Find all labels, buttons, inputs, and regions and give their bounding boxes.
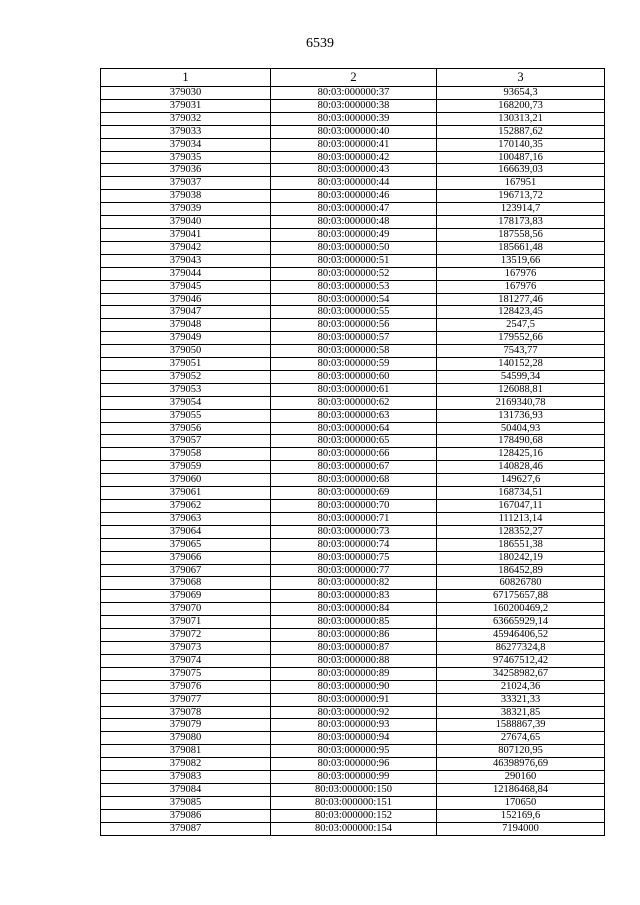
- table-body: [101, 87, 605, 836]
- cadastral-number-cell: 80:03:000000:92: [271, 706, 437, 719]
- value-cell: 167951: [437, 177, 605, 190]
- table-row: [101, 512, 605, 525]
- row-number-cell: 379075: [101, 667, 271, 680]
- table-row: [101, 809, 605, 822]
- value-cell: 186452,89: [437, 564, 605, 577]
- value-cell: 167976: [437, 267, 605, 280]
- cadastral-number-cell: 80:03:000000:152: [271, 809, 437, 822]
- cadastral-number-cell: 80:03:000000:150: [271, 783, 437, 796]
- cadastral-number-cell: 80:03:000000:37: [271, 87, 437, 100]
- value-cell: 7543,77: [437, 345, 605, 358]
- value-cell: 63665929,14: [437, 616, 605, 629]
- row-number-cell: 379069: [101, 590, 271, 603]
- cadastral-number-cell: 80:03:000000:47: [271, 203, 437, 216]
- cadastral-number-cell: 80:03:000000:44: [271, 177, 437, 190]
- row-number-cell: 379067: [101, 564, 271, 577]
- row-number-cell: 379068: [101, 577, 271, 590]
- table-row: [101, 112, 605, 125]
- cadastral-number-cell: 80:03:000000:46: [271, 190, 437, 203]
- table-row: [101, 448, 605, 461]
- value-cell: 170650: [437, 796, 605, 809]
- row-number-cell: 379064: [101, 525, 271, 538]
- value-cell: 123914,7: [437, 203, 605, 216]
- cadastral-number-cell: 80:03:000000:61: [271, 383, 437, 396]
- table-row: [101, 241, 605, 254]
- row-number-cell: 379081: [101, 745, 271, 758]
- cadastral-number-cell: 80:03:000000:41: [271, 138, 437, 151]
- cadastral-number-cell: 80:03:000000:51: [271, 254, 437, 267]
- table-row: [101, 667, 605, 680]
- table-row: [101, 745, 605, 758]
- row-number-cell: 379033: [101, 125, 271, 138]
- table-row: [101, 87, 605, 100]
- table-row: [101, 396, 605, 409]
- value-cell: 2169340,78: [437, 396, 605, 409]
- table-row: [101, 332, 605, 345]
- table-row: [101, 771, 605, 784]
- table-row: [101, 732, 605, 745]
- value-cell: 128352,27: [437, 525, 605, 538]
- value-cell: 185661,48: [437, 241, 605, 254]
- table-row: [101, 758, 605, 771]
- row-number-cell: 379084: [101, 783, 271, 796]
- cadastral-number-cell: 80:03:000000:59: [271, 358, 437, 371]
- value-cell: 140828,46: [437, 461, 605, 474]
- table-row: [101, 99, 605, 112]
- table-row: [101, 319, 605, 332]
- value-cell: 130313,21: [437, 112, 605, 125]
- cadastral-number-cell: 80:03:000000:83: [271, 590, 437, 603]
- cadastral-number-cell: 80:03:000000:58: [271, 345, 437, 358]
- row-number-cell: 379042: [101, 241, 271, 254]
- table-row: [101, 409, 605, 422]
- value-cell: 180242,19: [437, 551, 605, 564]
- value-cell: 50404,93: [437, 422, 605, 435]
- value-cell: 168734,51: [437, 487, 605, 500]
- table-row: [101, 383, 605, 396]
- cadastral-number-cell: 80:03:000000:56: [271, 319, 437, 332]
- cadastral-number-cell: 80:03:000000:154: [271, 822, 437, 835]
- column-header-3: 3: [437, 69, 605, 87]
- table-row: [101, 280, 605, 293]
- table-row: [101, 345, 605, 358]
- row-number-cell: 379076: [101, 680, 271, 693]
- cadastral-number-cell: 80:03:000000:57: [271, 332, 437, 345]
- cadastral-number-cell: 80:03:000000:99: [271, 771, 437, 784]
- cadastral-number-cell: 80:03:000000:53: [271, 280, 437, 293]
- table-row: [101, 228, 605, 241]
- row-number-cell: 379036: [101, 164, 271, 177]
- value-cell: 21024,36: [437, 680, 605, 693]
- cadastral-number-cell: 80:03:000000:70: [271, 500, 437, 513]
- table-row: [101, 564, 605, 577]
- table-row: [101, 164, 605, 177]
- row-number-cell: 379074: [101, 654, 271, 667]
- value-cell: 111213,14: [437, 512, 605, 525]
- value-cell: 27674,65: [437, 732, 605, 745]
- table-row: [101, 422, 605, 435]
- table-row: [101, 822, 605, 835]
- cadastral-number-cell: 80:03:000000:50: [271, 241, 437, 254]
- data-table: [100, 68, 605, 836]
- table-row: [101, 783, 605, 796]
- table-row: [101, 693, 605, 706]
- table-row: [101, 603, 605, 616]
- row-number-cell: 379034: [101, 138, 271, 151]
- table-row: [101, 125, 605, 138]
- value-cell: 67175657,88: [437, 590, 605, 603]
- value-cell: 149627,6: [437, 474, 605, 487]
- table-row: [101, 525, 605, 538]
- row-number-cell: 379087: [101, 822, 271, 835]
- table-row: [101, 267, 605, 280]
- cadastral-number-cell: 80:03:000000:74: [271, 538, 437, 551]
- row-number-cell: 379085: [101, 796, 271, 809]
- table-row: [101, 629, 605, 642]
- row-number-cell: 379073: [101, 641, 271, 654]
- table-row: [101, 216, 605, 229]
- table-row: [101, 358, 605, 371]
- row-number-cell: 379057: [101, 435, 271, 448]
- table-row: [101, 293, 605, 306]
- cadastral-number-cell: 80:03:000000:75: [271, 551, 437, 564]
- value-cell: 46398976,69: [437, 758, 605, 771]
- row-number-cell: 379077: [101, 693, 271, 706]
- value-cell: 152887,62: [437, 125, 605, 138]
- row-number-cell: 379040: [101, 216, 271, 229]
- cadastral-number-cell: 80:03:000000:73: [271, 525, 437, 538]
- table-row: [101, 306, 605, 319]
- table-row: [101, 706, 605, 719]
- row-number-cell: 379052: [101, 370, 271, 383]
- value-cell: 7194000: [437, 822, 605, 835]
- value-cell: 131736,93: [437, 409, 605, 422]
- row-number-cell: 379086: [101, 809, 271, 822]
- cadastral-number-cell: 80:03:000000:64: [271, 422, 437, 435]
- row-number-cell: 379038: [101, 190, 271, 203]
- row-number-cell: 379060: [101, 474, 271, 487]
- row-number-cell: 379050: [101, 345, 271, 358]
- cadastral-number-cell: 80:03:000000:55: [271, 306, 437, 319]
- value-cell: 166639,03: [437, 164, 605, 177]
- cadastral-number-cell: 80:03:000000:66: [271, 448, 437, 461]
- cadastral-number-cell: 80:03:000000:39: [271, 112, 437, 125]
- value-cell: 33321,33: [437, 693, 605, 706]
- cadastral-number-cell: 80:03:000000:94: [271, 732, 437, 745]
- table-row: [101, 435, 605, 448]
- cadastral-number-cell: 80:03:000000:96: [271, 758, 437, 771]
- value-cell: 168200,73: [437, 99, 605, 112]
- row-number-cell: 379035: [101, 151, 271, 164]
- cadastral-number-cell: 80:03:000000:38: [271, 99, 437, 112]
- cadastral-number-cell: 80:03:000000:54: [271, 293, 437, 306]
- value-cell: 178490,68: [437, 435, 605, 448]
- column-header-2: 2: [271, 69, 437, 87]
- cadastral-number-cell: 80:03:000000:65: [271, 435, 437, 448]
- row-number-cell: 379078: [101, 706, 271, 719]
- value-cell: 167976: [437, 280, 605, 293]
- value-cell: 290160: [437, 771, 605, 784]
- row-number-cell: 379030: [101, 87, 271, 100]
- row-number-cell: 379046: [101, 293, 271, 306]
- cadastral-number-cell: 80:03:000000:85: [271, 616, 437, 629]
- value-cell: 86277324,8: [437, 641, 605, 654]
- row-number-cell: 379083: [101, 771, 271, 784]
- value-cell: 140152,28: [437, 358, 605, 371]
- row-number-cell: 379045: [101, 280, 271, 293]
- table-row: [101, 590, 605, 603]
- row-number-cell: 379049: [101, 332, 271, 345]
- row-number-cell: 379053: [101, 383, 271, 396]
- row-number-cell: 379080: [101, 732, 271, 745]
- table-row: [101, 370, 605, 383]
- value-cell: 45946406,52: [437, 629, 605, 642]
- cadastral-number-cell: 80:03:000000:151: [271, 796, 437, 809]
- row-number-cell: 379051: [101, 358, 271, 371]
- cadastral-number-cell: 80:03:000000:91: [271, 693, 437, 706]
- cadastral-number-cell: 80:03:000000:52: [271, 267, 437, 280]
- row-number-cell: 379071: [101, 616, 271, 629]
- row-number-cell: 379062: [101, 500, 271, 513]
- header-row: [101, 69, 605, 87]
- column-header-1: 1: [101, 69, 271, 87]
- table-row: [101, 177, 605, 190]
- cadastral-number-cell: 80:03:000000:86: [271, 629, 437, 642]
- row-number-cell: 379070: [101, 603, 271, 616]
- value-cell: 97467512,42: [437, 654, 605, 667]
- value-cell: 181277,46: [437, 293, 605, 306]
- value-cell: 160200469,2: [437, 603, 605, 616]
- row-number-cell: 379061: [101, 487, 271, 500]
- page-number: 6539: [306, 36, 334, 51]
- row-number-cell: 379044: [101, 267, 271, 280]
- row-number-cell: 379056: [101, 422, 271, 435]
- table-header: [101, 69, 605, 87]
- cadastral-number-cell: 80:03:000000:69: [271, 487, 437, 500]
- cadastral-number-cell: 80:03:000000:87: [271, 641, 437, 654]
- table-row: [101, 796, 605, 809]
- row-number-cell: 379059: [101, 461, 271, 474]
- value-cell: 60826780: [437, 577, 605, 590]
- table-row: [101, 138, 605, 151]
- value-cell: 152169,6: [437, 809, 605, 822]
- table-row: [101, 577, 605, 590]
- value-cell: 126088,81: [437, 383, 605, 396]
- row-number-cell: 379079: [101, 719, 271, 732]
- table-row: [101, 500, 605, 513]
- value-cell: 54599,34: [437, 370, 605, 383]
- row-number-cell: 379063: [101, 512, 271, 525]
- value-cell: 2547,5: [437, 319, 605, 332]
- cadastral-number-cell: 80:03:000000:84: [271, 603, 437, 616]
- cadastral-number-cell: 80:03:000000:68: [271, 474, 437, 487]
- cadastral-number-cell: 80:03:000000:88: [271, 654, 437, 667]
- cadastral-number-cell: 80:03:000000:43: [271, 164, 437, 177]
- table-row: [101, 461, 605, 474]
- value-cell: 187558,56: [437, 228, 605, 241]
- table-row: [101, 538, 605, 551]
- row-number-cell: 379031: [101, 99, 271, 112]
- value-cell: 13519,66: [437, 254, 605, 267]
- row-number-cell: 379039: [101, 203, 271, 216]
- row-number-cell: 379072: [101, 629, 271, 642]
- value-cell: 167047,11: [437, 500, 605, 513]
- cadastral-number-cell: 80:03:000000:62: [271, 396, 437, 409]
- value-cell: 186551,38: [437, 538, 605, 551]
- value-cell: 179552,66: [437, 332, 605, 345]
- row-number-cell: 379054: [101, 396, 271, 409]
- value-cell: 128425,16: [437, 448, 605, 461]
- table-row: [101, 680, 605, 693]
- cadastral-number-cell: 80:03:000000:49: [271, 228, 437, 241]
- cadastral-number-cell: 80:03:000000:77: [271, 564, 437, 577]
- row-number-cell: 379037: [101, 177, 271, 190]
- table-row: [101, 719, 605, 732]
- table-row: [101, 151, 605, 164]
- cadastral-number-cell: 80:03:000000:67: [271, 461, 437, 474]
- cadastral-number-cell: 80:03:000000:40: [271, 125, 437, 138]
- cadastral-number-cell: 80:03:000000:71: [271, 512, 437, 525]
- cadastral-number-cell: 80:03:000000:93: [271, 719, 437, 732]
- cadastral-number-cell: 80:03:000000:82: [271, 577, 437, 590]
- row-number-cell: 379058: [101, 448, 271, 461]
- table-row: [101, 474, 605, 487]
- value-cell: 93654,3: [437, 87, 605, 100]
- table-row: [101, 654, 605, 667]
- table-row: [101, 487, 605, 500]
- value-cell: 38321,85: [437, 706, 605, 719]
- row-number-cell: 379066: [101, 551, 271, 564]
- cadastral-number-cell: 80:03:000000:48: [271, 216, 437, 229]
- row-number-cell: 379043: [101, 254, 271, 267]
- row-number-cell: 379047: [101, 306, 271, 319]
- row-number-cell: 379048: [101, 319, 271, 332]
- value-cell: 1588867,39: [437, 719, 605, 732]
- value-cell: 128423,45: [437, 306, 605, 319]
- cadastral-number-cell: 80:03:000000:89: [271, 667, 437, 680]
- cadastral-number-cell: 80:03:000000:95: [271, 745, 437, 758]
- value-cell: 100487,16: [437, 151, 605, 164]
- row-number-cell: 379032: [101, 112, 271, 125]
- cadastral-number-cell: 80:03:000000:60: [271, 370, 437, 383]
- table-row: [101, 641, 605, 654]
- table-row: [101, 203, 605, 216]
- value-cell: 34258982,67: [437, 667, 605, 680]
- row-number-cell: 379041: [101, 228, 271, 241]
- row-number-cell: 379055: [101, 409, 271, 422]
- value-cell: 196713,72: [437, 190, 605, 203]
- table-row: [101, 551, 605, 564]
- value-cell: 807120,95: [437, 745, 605, 758]
- cadastral-number-cell: 80:03:000000:63: [271, 409, 437, 422]
- value-cell: 178173,83: [437, 216, 605, 229]
- table-row: [101, 190, 605, 203]
- row-number-cell: 379065: [101, 538, 271, 551]
- cadastral-number-cell: 80:03:000000:90: [271, 680, 437, 693]
- value-cell: 12186468,84: [437, 783, 605, 796]
- table-row: [101, 616, 605, 629]
- row-number-cell: 379082: [101, 758, 271, 771]
- value-cell: 170140,35: [437, 138, 605, 151]
- table-row: [101, 254, 605, 267]
- cadastral-number-cell: 80:03:000000:42: [271, 151, 437, 164]
